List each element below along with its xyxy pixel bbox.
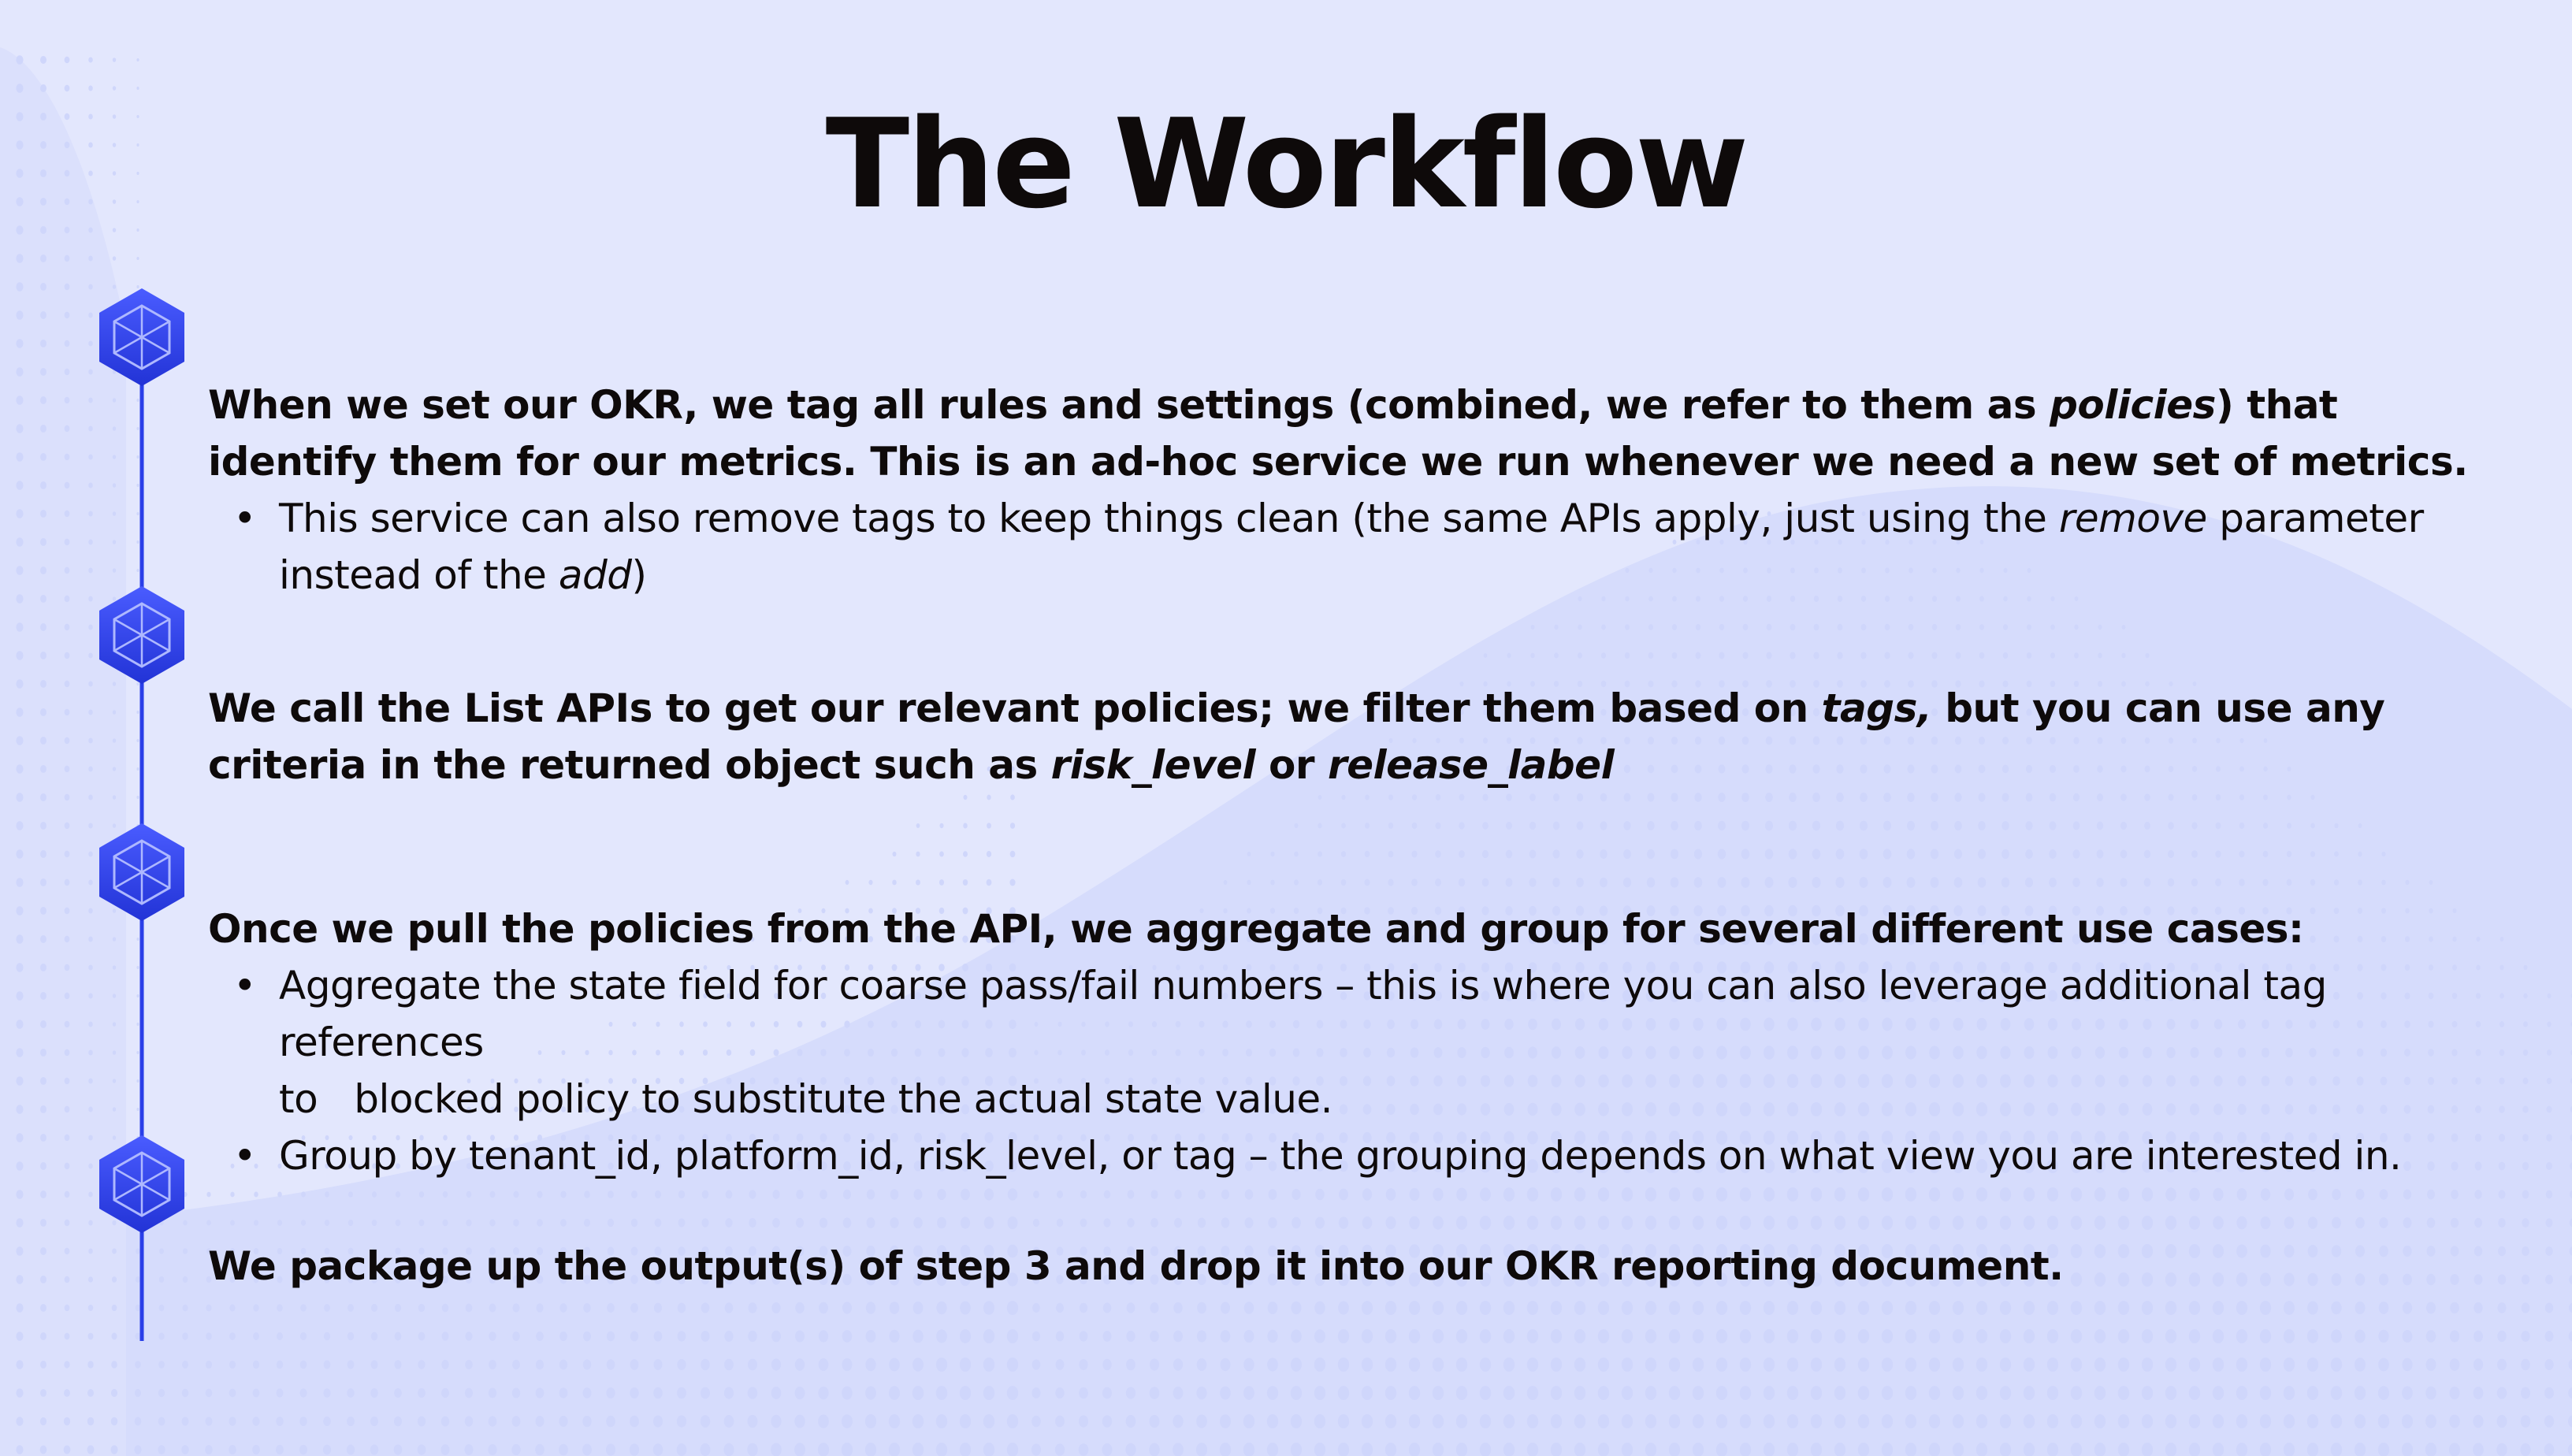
step-description: Once we pull the policies from the API, we aggregate and group for several different use cases: <box>208 906 2304 952</box>
step-description: We package up the output(s) of step 3 and drop it into our OKR reporting document. <box>208 1243 2064 1289</box>
bullet-item: • Aggregate the state field for coarse pass/fail numbers – this is where you can also leverage additional tag references to blocked policy to substitute the actual state value. <box>233 963 2327 1122</box>
step-bullets <box>208 957 2477 1184</box>
cube-icon <box>99 288 184 386</box>
step-description: When we set our OKR, we tag all rules and settings (combined, we refer to them as policies) that identify them for our metrics. This is an ad-hoc service we run whenever we need a new set of metrics. <box>208 382 2468 485</box>
workflow-step-3 <box>208 901 2477 1184</box>
bullet-item: • Group by tenant_id, platform_id, risk_level, or tag – the grouping depends on what view you are interested in. <box>233 1133 2402 1179</box>
slide-title: The Workflow <box>825 92 1747 236</box>
step-description: We call the List APIs to get our relevant policies; we filter them based on tags, but you can use any criteria in the returned object such as risk_level or release_label <box>208 685 2385 788</box>
workflow-step-4 <box>208 1238 2477 1294</box>
cube-icon <box>99 823 184 921</box>
cube-icon <box>99 1135 184 1233</box>
workflow-step-1 <box>208 377 2477 604</box>
cube-icon <box>99 586 184 684</box>
workflow-step-2 <box>208 680 2477 793</box>
bullet-item: • This service can also remove tags to keep things clean (the same APIs apply, just using the remove parameter instead of the add) <box>233 496 2424 598</box>
step-bullets <box>208 490 2477 604</box>
